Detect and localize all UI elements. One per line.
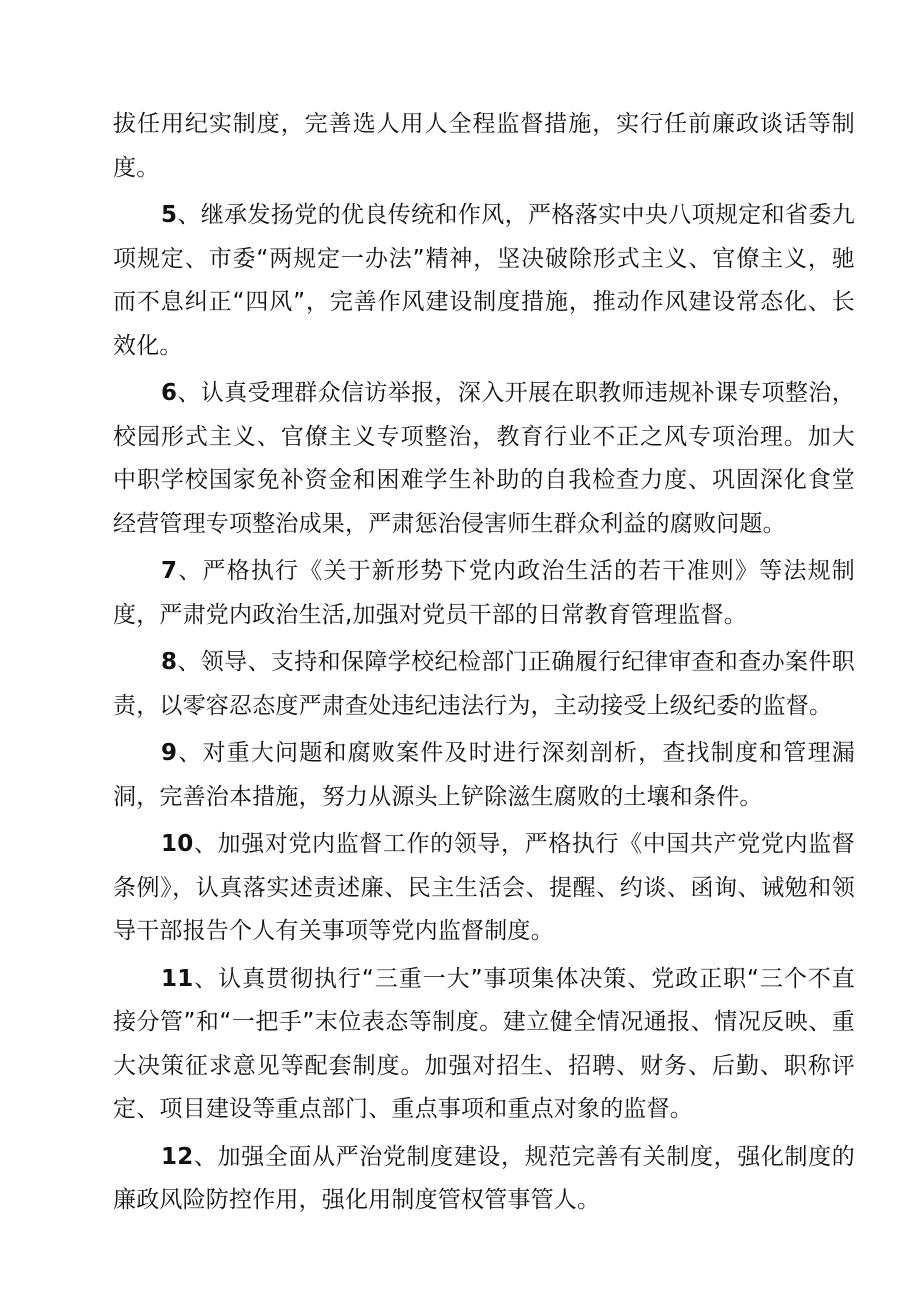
paragraph-item-12	[113, 1136, 855, 1223]
item-separator: 、	[193, 831, 218, 857]
document-body	[113, 103, 855, 1227]
paragraph-item-7	[113, 550, 855, 637]
item-number: 5	[161, 202, 178, 228]
paragraph-text: 继承发扬党的优良传统和作风，严格落实中央八项规定和省委九项规定、市委“两规定一办法”精神，坚决破除形式主义、官僚主义，驰而不息纠正“四风”，完善作风建设制度措施，推动作风建设常态化、长效化。	[113, 202, 855, 359]
item-separator: 、	[177, 558, 203, 584]
item-number: 10	[161, 831, 194, 857]
item-separator: 、	[193, 1143, 218, 1170]
paragraph-text: 拔任用纪实制度，完善选人用人全程监督措施，实行任前廉政谈话等制度。	[113, 111, 855, 181]
paragraph-item-6	[113, 372, 855, 546]
paragraph-text: 领导、支持和保障学校纪检部门正确履行纪律审查和查办案件职责，以零容忍态度严肃查处违纪违法行为，主动接受上级纪委的监督。	[113, 649, 855, 719]
paragraph-text: 对重大问题和腐败案件及时进行深刻剖析，查找制度和管理漏洞，完善治本措施，努力从源头上铲除滋生腐败的土壤和条件。	[113, 740, 855, 810]
item-separator: 、	[193, 965, 219, 992]
paragraph-continuation	[113, 103, 855, 190]
item-number: 12	[161, 1143, 194, 1170]
item-number: 9	[161, 740, 178, 766]
paragraph-item-5	[113, 194, 855, 368]
paragraph-item-9	[113, 732, 855, 819]
paragraph-text: 加强对党内监督工作的领导，严格执行《中国共产党党内监督条例》，认真落实述责述廉、民主生活会、提醒、约谈、函询、诫勉和领导干部报告个人有关事项等党内监督制度。	[113, 831, 855, 944]
item-number: 8	[161, 649, 178, 675]
item-number: 7	[161, 558, 178, 584]
item-separator: 、	[177, 649, 201, 675]
paragraph-text: 加强全面从严治党制度建设，规范完善有关制度，强化制度的廉政风险防控作用，强化用制度管权管事管人。	[113, 1143, 855, 1213]
paragraph-item-11	[113, 958, 855, 1132]
item-separator: 、	[177, 740, 203, 766]
paragraph-text: 严格执行《关于新形势下党内政治生活的若干准则》等法规制度，严肃党内政治生活,加强对党员干部的日常教育管理监督。	[113, 558, 855, 628]
item-number: 6	[161, 380, 178, 406]
item-separator: 、	[177, 202, 201, 228]
item-number: 11	[161, 965, 194, 992]
paragraph-item-10	[113, 823, 855, 954]
paragraph-text: 认真受理群众信访举报，深入开展在职教师违规补课专项整治，校园形式主义、官僚主义专项整治，教育行业不正之风专项治理。加大中职学校国家免补资金和困难学生补助的自我检查力度、巩固深化食堂经营管理专项整治成果，严肃惩治侵害师生群众利益的腐败问题。	[113, 380, 855, 537]
paragraph-item-8	[113, 641, 855, 728]
paragraph-text: 认真贯彻执行“三重一大”事项集体决策、党政正职“三个不直接分管”和“一把手”末位表态等制度。建立健全情况通报、情况反映、重大决策征求意见等配套制度。加强对招生、招聘、财务、后勤、职称评定、项目建设等重点部门、重点事项和重点对象的监督。	[113, 965, 855, 1122]
item-separator: 、	[177, 380, 201, 406]
